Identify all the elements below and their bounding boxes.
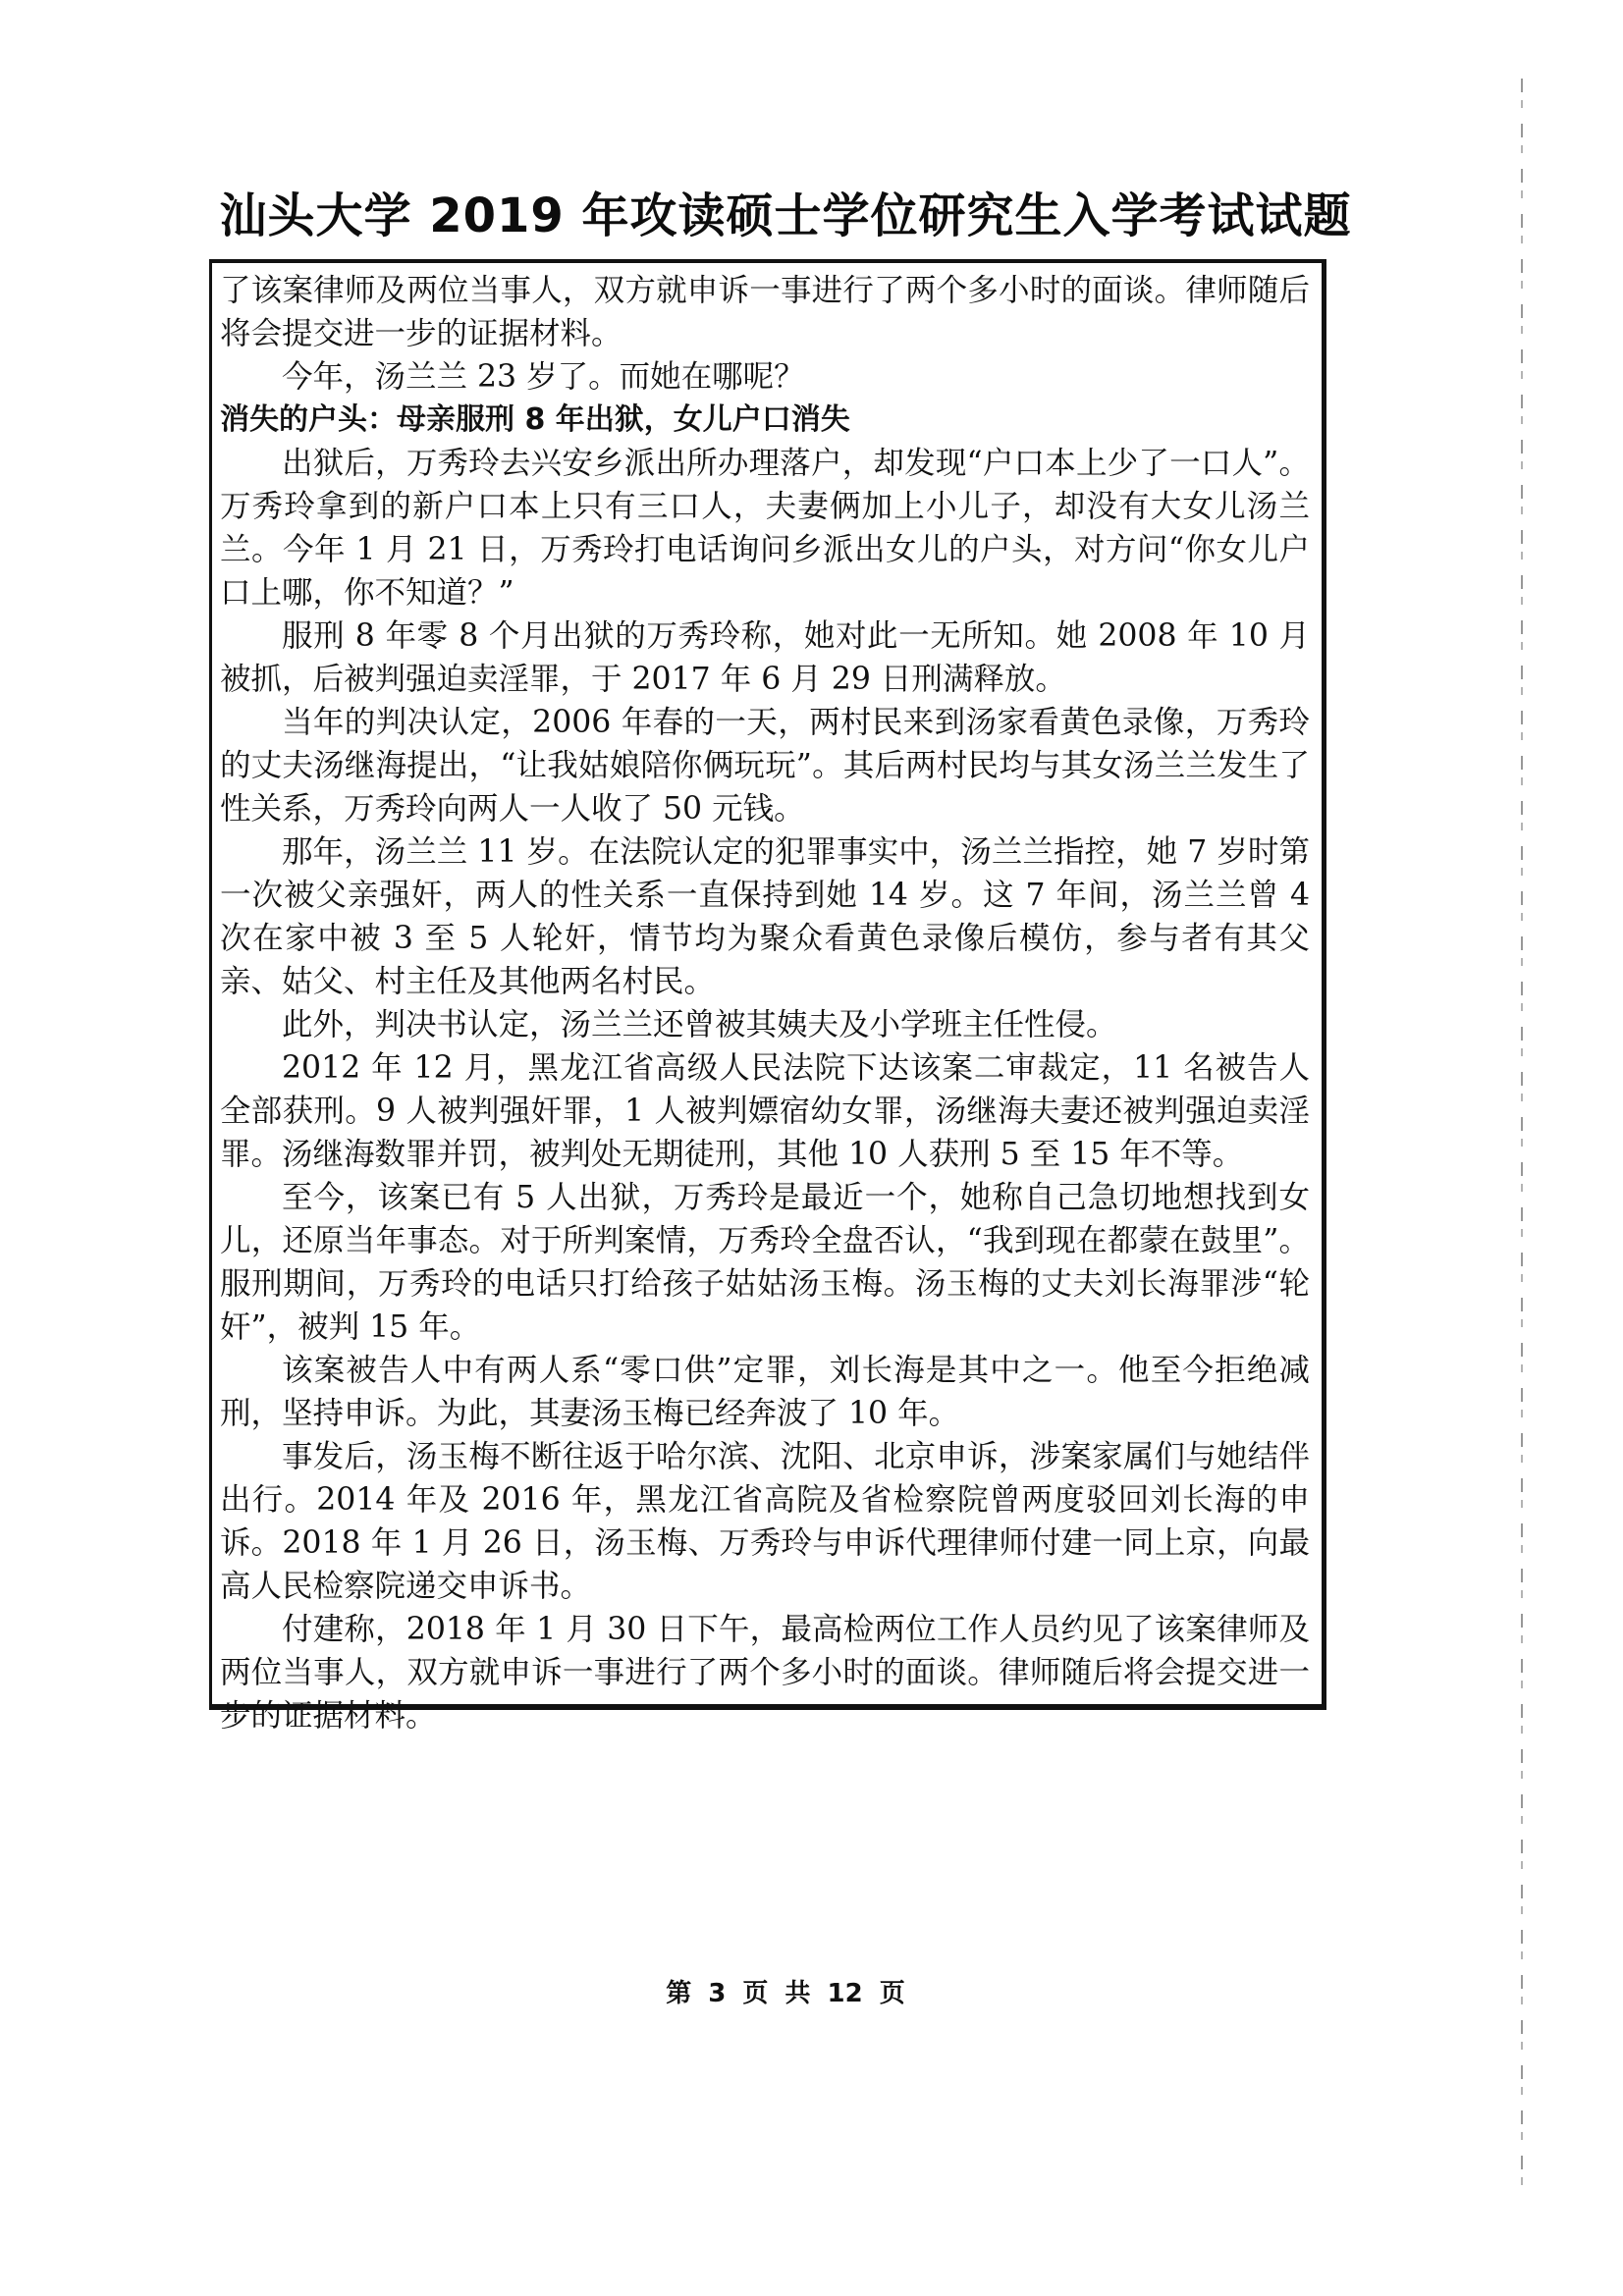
passage-body	[220, 263, 1322, 1737]
paragraph: 此外，判决书认定，汤兰兰还曾被其姨夫及小学班主任性侵。	[282, 1007, 1117, 1042]
paragraph: 服刑 8 年零 8 个月出狱的万秀玲称，她对此一无所知。她 2008 年 10 月被抓，后被判强迫卖淫罪，于 2017 年 6 月 29 日刑满释放。	[220, 618, 1310, 697]
section-subheading: 消失的户头：母亲服刑 8 年出狱，女儿户口消失	[220, 402, 850, 437]
paragraph: 该案被告人中有两人系“零口供”定罪，刘长海是其中之一。他至今拒绝减刑，坚持申诉。为此，其妻汤玉梅已经奔波了 10 年。	[220, 1353, 1310, 1431]
paragraph-continuation: 了该案律师及两位当事人，双方就申诉一事进行了两个多小时的面谈。律师随后将会提交进一步的证据材料。	[220, 273, 1310, 351]
paragraph: 至今，该案已有 5 人出狱，万秀玲是最近一个，她称自己急切地想找到女儿，还原当年事态。对于所判案情，万秀玲全盘否认，“我到现在都蒙在鼓里”。服刑期间，万秀玲的电话只打给孩子姑姑汤玉梅。汤玉梅的丈夫刘长海罪涉“轮奸”，被判 15 年。	[220, 1180, 1310, 1345]
paragraph: 事发后，汤玉梅不断往返于哈尔滨、沈阳、北京申诉，涉案家属们与她结伴出行。2014 年及 2016 年，黑龙江省高院及省检察院曾两度驳回刘长海的申诉。2018 年 1 月 26 日，汤玉梅、万秀玲与申诉代理律师付建一同上京，向最高人民检察院递交申诉书。	[220, 1439, 1310, 1604]
page-title: 汕头大学 2019 年攻读硕士学位研究生入学考试试题	[219, 188, 1352, 243]
paragraph: 今年，汤兰兰 23 岁了。而她在哪呢？	[282, 359, 805, 395]
page-number-footer: 第 3 页 共 12 页	[666, 1979, 905, 2008]
paragraph: 付建称，2018 年 1 月 30 日下午，最高检两位工作人员约见了该案律师及两位当事人，双方就申诉一事进行了两个多小时的面谈。律师随后将会提交进一步的证据材料。	[220, 1612, 1310, 1734]
scan-edge-line	[1521, 79, 1523, 2189]
paragraph: 当年的判决认定，2006 年春的一天，两村民来到汤家看黄色录像，万秀玲的丈夫汤继海提出，“让我姑娘陪你俩玩玩”。其后两村民均与其女汤兰兰发生了性关系，万秀玲向两人一人收了 50 元钱。	[220, 705, 1310, 827]
paragraph: 出狱后，万秀玲去兴安乡派出所办理落户，却发现“户口本上少了一口人”。万秀玲拿到的新户口本上只有三口人，夫妻俩加上小儿子，却没有大女儿汤兰兰。今年 1 月 21 日，万秀玲打电话询问乡派出女儿的户头，对方问“你女儿户口上哪，你不知道？”	[220, 446, 1310, 611]
exam-passage-box	[209, 259, 1326, 1734]
paragraph: 那年，汤兰兰 11 岁。在法院认定的犯罪事实中，汤兰兰指控，她 7 岁时第一次被父亲强奸，两人的性关系一直保持到她 14 岁。这 7 年间，汤兰兰曾 4 次在家中被 3 至 5 人轮奸，情节均为聚众看黄色录像后模仿，参与者有其父亲、姑父、村主任及其他两名村民。	[220, 834, 1310, 999]
paragraph: 2012 年 12 月，黑龙江省高级人民法院下达该案二审裁定，11 名被告人全部获刑。9 人被判强奸罪，1 人被判嫖宿幼女罪，汤继海夫妻还被判强迫卖淫罪。汤继海数罪并罚，被判处无期徒刑，其他 10 人获刑 5 至 15 年不等。	[220, 1050, 1310, 1172]
